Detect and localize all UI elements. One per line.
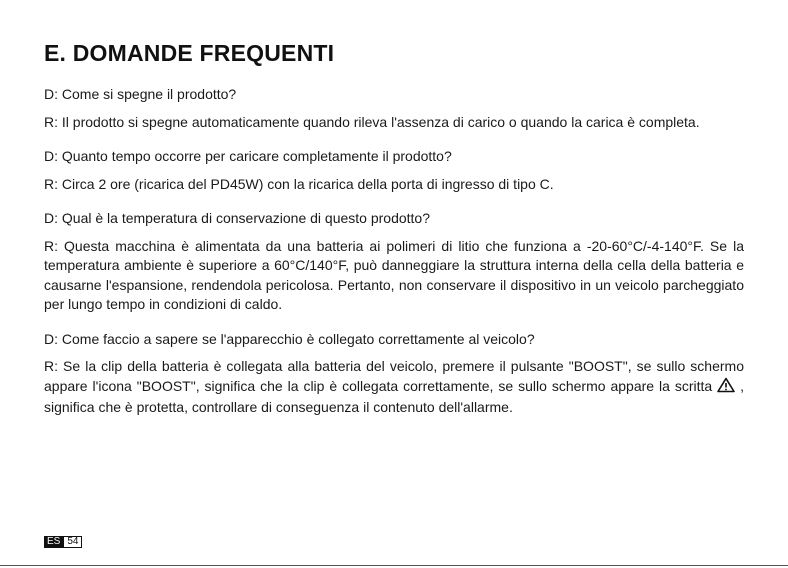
faq-page: [44, 40, 744, 433]
faq-item: [44, 147, 744, 194]
faq-answer-part: R: Se la clip della batteria è collegata alla batteria del veicolo, premere il pulsante "BOOST", se sullo schermo appare l'icona "BOOST", significa che la clip è collegata correttamente, se sullo schermo appare la scritta: [44, 358, 744, 394]
faq-answer-part: , significa che è protetta, controllare di conseguenza il contenuto dell'allarme.: [44, 377, 744, 415]
language-badge: ES: [44, 536, 63, 548]
faq-question: D: Come si spegne il prodotto?: [44, 86, 237, 102]
faq-answer: R: Il prodotto si spegne automaticamente quando rileva l'assenza di carico o quando la carica è completa.: [44, 113, 700, 130]
faq-answer: R: Circa 2 ore (ricarica del PD45W) con la ricarica della porta di ingresso di tipo C.: [44, 175, 554, 192]
warning-triangle-icon: [717, 377, 735, 399]
faq-item: [44, 85, 744, 132]
faq-item: [44, 209, 744, 315]
page-footer: [44, 536, 82, 548]
faq-answer: R: Questa macchina è alimentata da una batteria ai polimeri di litio che funziona a -20-60°C/-4-140°F. Se la temperatura ambiente è superiore a 60°C/140°F, può danneggiare la struttura interna della cella della batteria e causarne l'espansione, rendendola pericolosa. Pertanto, non conservare il dispositivo in un veicolo parcheggiato per lungo tempo in condizioni di caldo.: [44, 237, 744, 312]
bottom-divider: [0, 565, 788, 566]
faq-item: [44, 330, 744, 418]
page-number: 54: [63, 536, 82, 548]
faq-answer: [44, 357, 744, 418]
faq-question: D: Quanto tempo occorre per caricare completamente il prodotto?: [44, 148, 452, 164]
page-title: E. DOMANDE FREQUENTI: [44, 40, 335, 66]
faq-question: D: Come faccio a sapere se l'apparecchio è collegato correttamente al veicolo?: [44, 330, 535, 347]
faq-question: D: Qual è la temperatura di conservazione di questo prodotto?: [44, 210, 431, 226]
